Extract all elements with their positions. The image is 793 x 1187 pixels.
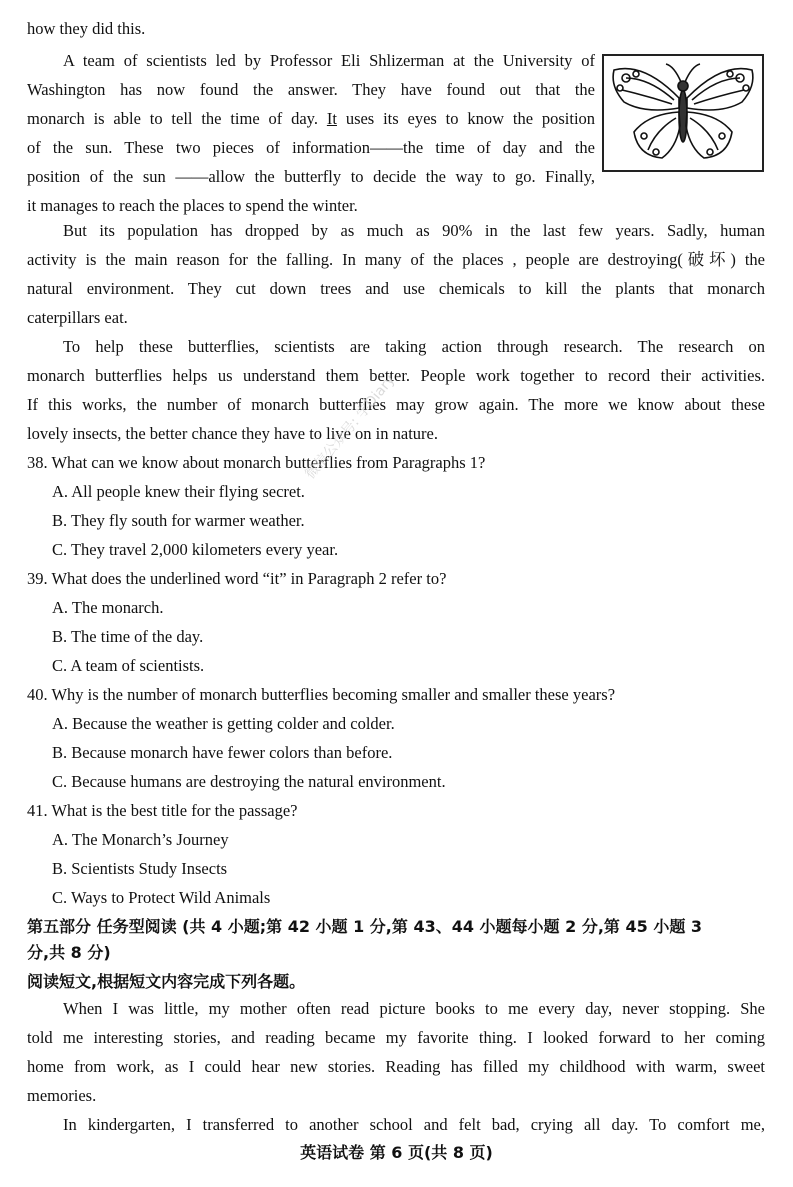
text-line: Washington has now found the answer. They have found out that the bbox=[27, 80, 595, 99]
text-line: monarch butterflies helps us understand them better. People work together to record their activities. bbox=[27, 366, 765, 385]
question-38-option-c: C. They travel 2,000 kilometers every year. bbox=[52, 540, 339, 559]
question-41-option-b: B. Scientists Study Insects bbox=[52, 859, 228, 878]
text-line: of the sun. These two pieces of information——the time of day and the bbox=[27, 138, 595, 157]
question-40-option-a: A. Because the weather is getting colder and colder. bbox=[52, 714, 395, 733]
text-line: told me interesting stories, and reading became my favorite thing. I looked forward to her coming bbox=[27, 1028, 765, 1047]
passage-paragraph-2 bbox=[27, 46, 595, 220]
watermark: 微信公众号: 学Diary bbox=[302, 371, 399, 483]
text-line: In kindergarten, I transferred to another school and felt bad, crying all day. To comfort me, bbox=[63, 1115, 765, 1134]
text-line: But its population has dropped by as much as 90% in the last few years. Sadly, human bbox=[63, 221, 765, 240]
question-39-option-c: C. A team of scientists. bbox=[52, 656, 205, 675]
question-38-stem: 38. What can we know about monarch butterflies from Paragraphs 1? bbox=[27, 453, 486, 472]
question-40-option-c: C. Because humans are destroying the natural environment. bbox=[52, 772, 446, 791]
text-line: A team of scientists led by Professor Eli Shlizerman at the University of bbox=[63, 51, 595, 70]
section-5-paragraph-1 bbox=[27, 994, 765, 1110]
question-39-option-a: A. The monarch. bbox=[52, 598, 164, 617]
question-39-option-b: B. The time of the day. bbox=[52, 627, 204, 646]
text-line: it manages to reach the places to spend the winter. bbox=[27, 196, 358, 215]
underlined-it: It bbox=[326, 109, 337, 128]
section-5-paragraph-2 bbox=[27, 1110, 765, 1139]
passage-paragraph-4 bbox=[27, 332, 765, 448]
passage-paragraph-3 bbox=[27, 216, 765, 332]
text-line: If this works, the number of monarch butterflies may grow again. The more we know about these bbox=[27, 395, 765, 414]
question-39-stem: 39. What does the underlined word “it” in Paragraph 2 refer to? bbox=[27, 569, 447, 588]
question-38-option-b: B. They fly south for warmer weather. bbox=[52, 511, 305, 530]
text-line: memories. bbox=[27, 1086, 97, 1105]
text-line: lovely insects, the better chance they have to live on in nature. bbox=[27, 424, 438, 443]
page-footer: 英语试卷 第 6 页(共 8 页) bbox=[300, 1143, 493, 1162]
text-line: home from work, as I could hear new stories. Reading has filled my childhood with warm, sweet bbox=[27, 1057, 765, 1076]
question-40-option-b: B. Because monarch have fewer colors than before. bbox=[52, 743, 393, 762]
text-line: natural environment. They cut down trees and use chemicals to kill the plants that monarch bbox=[27, 279, 765, 298]
question-40-stem: 40. Why is the number of monarch butterflies becoming smaller and smaller these years? bbox=[27, 685, 616, 704]
section-5-instruction: 阅读短文,根据短文内容完成下列各题。 bbox=[27, 972, 306, 991]
section-5-heading-cont: 分,共 8 分) bbox=[27, 943, 111, 962]
butterfly-icon bbox=[604, 56, 762, 170]
text-line: position of the sun ——allow the butterfly to decide the way to go. Finally, bbox=[27, 167, 595, 186]
passage-top-line: how they did this. bbox=[27, 19, 146, 38]
text-line: monarch is able to tell the time of day. It uses its eyes to know the position bbox=[27, 109, 595, 128]
text-line: When I was little, my mother often read picture books to me every day, never stopping. She bbox=[63, 999, 765, 1018]
question-41-option-c: C. Ways to Protect Wild Animals bbox=[52, 888, 271, 907]
question-38-option-a: A. All people knew their flying secret. bbox=[52, 482, 305, 501]
question-41-stem: 41. What is the best title for the passage? bbox=[27, 801, 298, 820]
text-line: To help these butterflies, scientists are taking action through research. The research on bbox=[63, 337, 765, 356]
butterfly-figure bbox=[602, 54, 764, 172]
text-line: caterpillars eat. bbox=[27, 308, 128, 327]
section-5-heading: 第五部分 任务型阅读 (共 4 小题;第 42 小题 1 分,第 43、44 小题每小题 2 分,第 45 小题 3 bbox=[27, 917, 703, 936]
text-line: activity is the main reason for the falling. In many of the places , people are destroying(破坏) the bbox=[27, 250, 765, 269]
question-41-option-a: A. The Monarch’s Journey bbox=[52, 830, 229, 849]
